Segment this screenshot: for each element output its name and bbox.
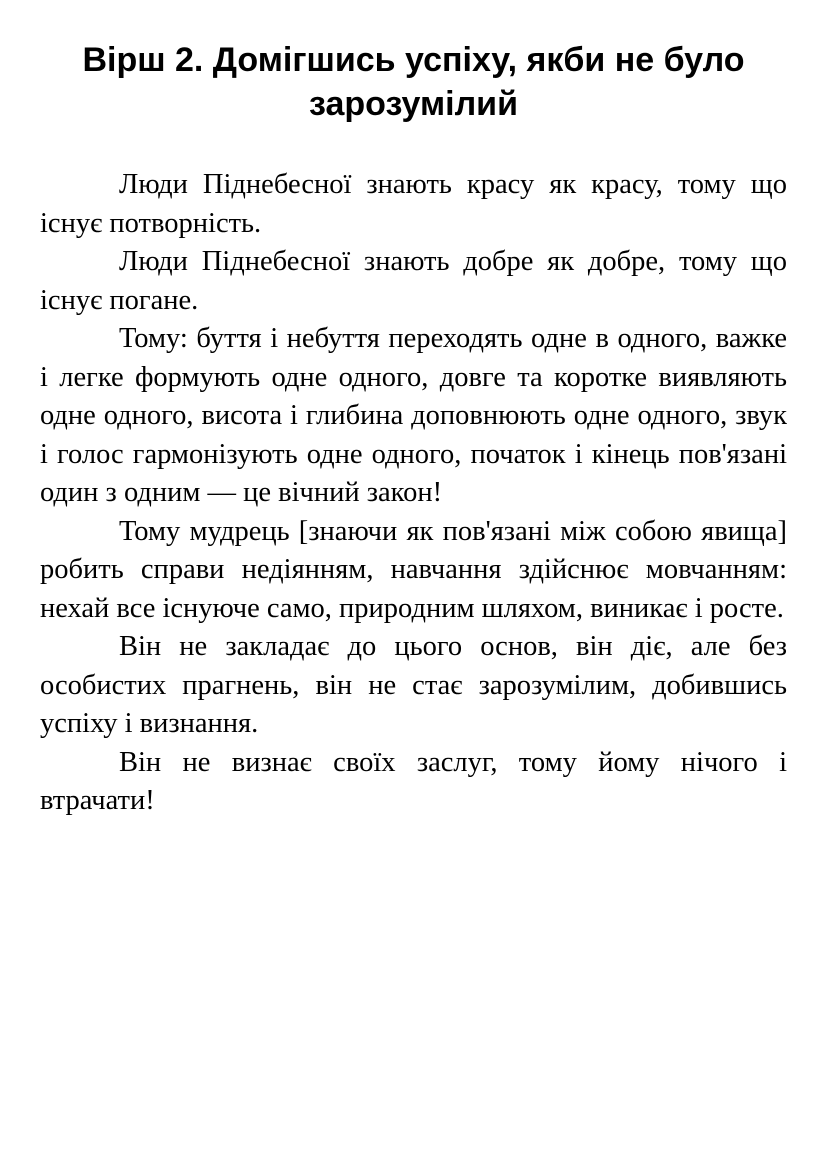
paragraph-6: Він не визнає своїх заслуг, тому йому нічого і втрачати!	[40, 746, 787, 816]
paragraph-2: Люди Піднебесної знають добре як добре, тому що існує погане.	[40, 246, 787, 316]
paragraph-5: Він не закладає до цього основ, він діє, але без особистих прагнень, він не стає зарозумілим, добившись успіху і визнання.	[40, 631, 787, 739]
paragraph-4: Тому мудрець [знаючи як пов'язані між собою явища] робить справи недіянням, навчання здійснює мовчанням: нехай все існуюче само, природним шляхом, виникає і росте.	[40, 515, 787, 624]
poem-body	[40, 166, 787, 821]
paragraph-1: Люди Піднебесної знають красу як красу, тому що існує потворність.	[40, 169, 787, 239]
paragraph-3: Тому: буття і небуття переходять одне в одного, важке і легке формують одне одного, довге та коротке виявляють одне одного, висота і глибина доповнюють одне одного, звук і голос гармонізують одне одного, початок і кінець пов'язані один з одним — це вічний закон!	[40, 323, 787, 508]
page-title: Вірш 2. Домігшись успіху, якби не було зарозумілий	[82, 41, 745, 123]
